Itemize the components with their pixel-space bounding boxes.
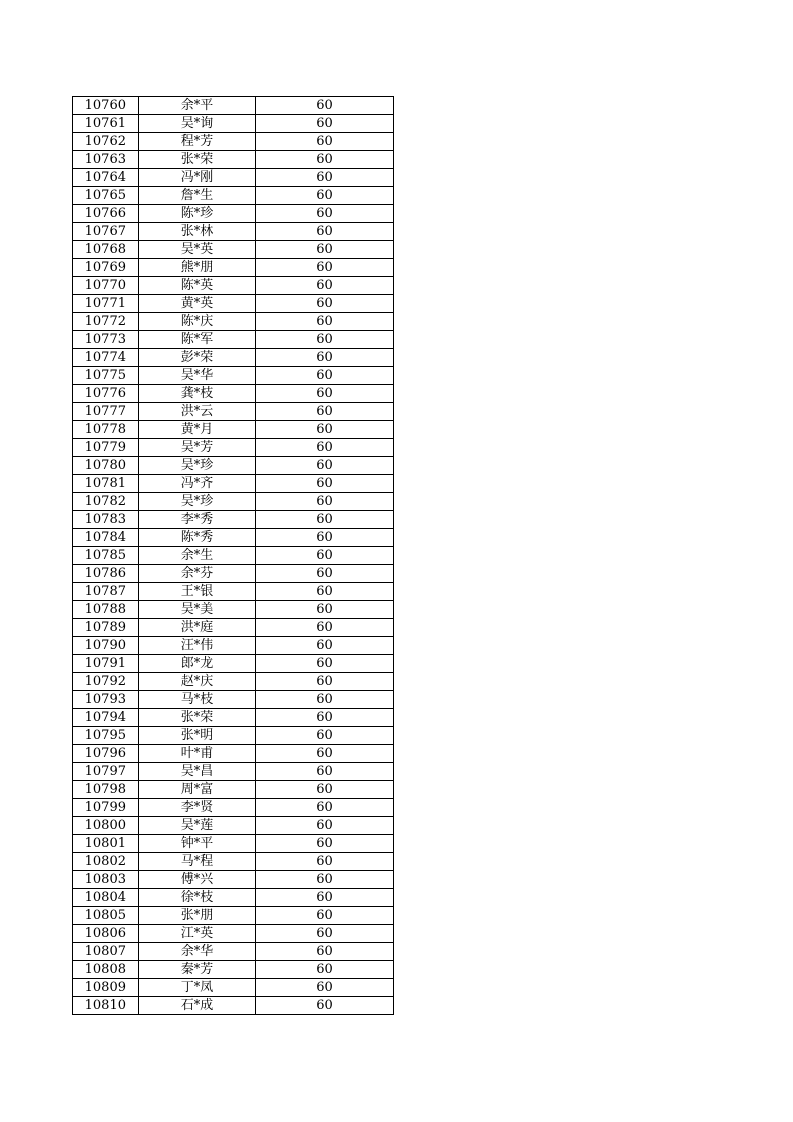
table-row: [73, 637, 394, 655]
id-cell: 10793: [73, 691, 139, 709]
name-cell: 石*成: [139, 997, 256, 1015]
name-cell: 陈*秀: [139, 529, 256, 547]
table-row: [73, 421, 394, 439]
score-cell: 60: [256, 763, 394, 781]
score-cell: 60: [256, 889, 394, 907]
table-row: [73, 673, 394, 691]
id-cell: 10778: [73, 421, 139, 439]
name-cell: 冯*齐: [139, 475, 256, 493]
table-row: [73, 709, 394, 727]
score-cell: 60: [256, 457, 394, 475]
name-cell: 徐*枝: [139, 889, 256, 907]
name-cell: 程*芳: [139, 133, 256, 151]
id-cell: 10805: [73, 907, 139, 925]
table-row: [73, 997, 394, 1015]
score-cell: 60: [256, 115, 394, 133]
table-row: [73, 817, 394, 835]
table-row: [73, 277, 394, 295]
name-cell: 吴*珍: [139, 493, 256, 511]
id-cell: 10764: [73, 169, 139, 187]
score-cell: 60: [256, 493, 394, 511]
table-row: [73, 205, 394, 223]
score-cell: 60: [256, 277, 394, 295]
score-cell: 60: [256, 817, 394, 835]
score-cell: 60: [256, 241, 394, 259]
id-cell: 10784: [73, 529, 139, 547]
name-cell: 周*富: [139, 781, 256, 799]
table-row: [73, 763, 394, 781]
table-row: [73, 619, 394, 637]
score-cell: 60: [256, 745, 394, 763]
score-cell: 60: [256, 367, 394, 385]
id-cell: 10763: [73, 151, 139, 169]
id-cell: 10770: [73, 277, 139, 295]
table-row: [73, 313, 394, 331]
name-cell: 余*生: [139, 547, 256, 565]
score-cell: 60: [256, 781, 394, 799]
score-cell: 60: [256, 223, 394, 241]
name-cell: 张*朋: [139, 907, 256, 925]
name-cell: 王*银: [139, 583, 256, 601]
name-cell: 陈*珍: [139, 205, 256, 223]
table-row: [73, 745, 394, 763]
name-cell: 郎*龙: [139, 655, 256, 673]
id-cell: 10765: [73, 187, 139, 205]
id-cell: 10785: [73, 547, 139, 565]
table-body: [73, 97, 394, 1015]
name-cell: 陈*庆: [139, 313, 256, 331]
id-cell: 10797: [73, 763, 139, 781]
score-cell: 60: [256, 709, 394, 727]
name-cell: 洪*庭: [139, 619, 256, 637]
id-cell: 10801: [73, 835, 139, 853]
score-cell: 60: [256, 169, 394, 187]
name-cell: 叶*甫: [139, 745, 256, 763]
score-cell: 60: [256, 799, 394, 817]
score-cell: 60: [256, 97, 394, 115]
score-cell: 60: [256, 529, 394, 547]
name-cell: 丁*凤: [139, 979, 256, 997]
score-cell: 60: [256, 385, 394, 403]
table-row: [73, 403, 394, 421]
id-cell: 10762: [73, 133, 139, 151]
table-row: [73, 475, 394, 493]
id-cell: 10780: [73, 457, 139, 475]
name-cell: 冯*刚: [139, 169, 256, 187]
table-row: [73, 889, 394, 907]
score-cell: 60: [256, 205, 394, 223]
id-cell: 10806: [73, 925, 139, 943]
table-row: [73, 601, 394, 619]
name-cell: 张*林: [139, 223, 256, 241]
id-cell: 10799: [73, 799, 139, 817]
table-row: [73, 133, 394, 151]
score-cell: 60: [256, 907, 394, 925]
id-cell: 10777: [73, 403, 139, 421]
name-cell: 吴*芳: [139, 439, 256, 457]
id-cell: 10803: [73, 871, 139, 889]
score-cell: 60: [256, 151, 394, 169]
table-row: [73, 925, 394, 943]
table-row: [73, 439, 394, 457]
score-cell: 60: [256, 925, 394, 943]
name-cell: 马*枝: [139, 691, 256, 709]
id-cell: 10796: [73, 745, 139, 763]
score-cell: 60: [256, 295, 394, 313]
name-cell: 余*平: [139, 97, 256, 115]
name-cell: 汪*伟: [139, 637, 256, 655]
table-row: [73, 655, 394, 673]
name-cell: 张*荣: [139, 151, 256, 169]
id-cell: 10802: [73, 853, 139, 871]
name-cell: 詹*生: [139, 187, 256, 205]
id-cell: 10789: [73, 619, 139, 637]
id-cell: 10766: [73, 205, 139, 223]
table-row: [73, 727, 394, 745]
id-cell: 10769: [73, 259, 139, 277]
id-cell: 10808: [73, 961, 139, 979]
id-cell: 10792: [73, 673, 139, 691]
score-cell: 60: [256, 259, 394, 277]
score-cell: 60: [256, 943, 394, 961]
name-cell: 李*贤: [139, 799, 256, 817]
score-cell: 60: [256, 583, 394, 601]
score-cell: 60: [256, 421, 394, 439]
id-cell: 10760: [73, 97, 139, 115]
table-row: [73, 907, 394, 925]
name-cell: 熊*朋: [139, 259, 256, 277]
table-row: [73, 691, 394, 709]
name-cell: 吴*珍: [139, 457, 256, 475]
score-cell: 60: [256, 691, 394, 709]
table-row: [73, 457, 394, 475]
table-row: [73, 781, 394, 799]
name-cell: 吴*询: [139, 115, 256, 133]
score-cell: 60: [256, 997, 394, 1015]
score-cell: 60: [256, 313, 394, 331]
score-cell: 60: [256, 403, 394, 421]
table-row: [73, 565, 394, 583]
id-cell: 10807: [73, 943, 139, 961]
id-cell: 10809: [73, 979, 139, 997]
table-row: [73, 583, 394, 601]
id-cell: 10800: [73, 817, 139, 835]
table-row: [73, 187, 394, 205]
name-cell: 陈*军: [139, 331, 256, 349]
table-row: [73, 853, 394, 871]
name-cell: 张*荣: [139, 709, 256, 727]
id-cell: 10795: [73, 727, 139, 745]
table-row: [73, 367, 394, 385]
name-cell: 江*英: [139, 925, 256, 943]
score-cell: 60: [256, 349, 394, 367]
id-cell: 10791: [73, 655, 139, 673]
name-cell: 黄*月: [139, 421, 256, 439]
table-row: [73, 871, 394, 889]
name-cell: 吴*华: [139, 367, 256, 385]
name-cell: 彭*荣: [139, 349, 256, 367]
score-cell: 60: [256, 601, 394, 619]
table-row: [73, 169, 394, 187]
name-cell: 赵*庆: [139, 673, 256, 691]
table-row: [73, 241, 394, 259]
name-cell: 吴*昌: [139, 763, 256, 781]
id-cell: 10774: [73, 349, 139, 367]
name-cell: 余*华: [139, 943, 256, 961]
table-row: [73, 331, 394, 349]
score-cell: 60: [256, 673, 394, 691]
id-cell: 10786: [73, 565, 139, 583]
id-cell: 10767: [73, 223, 139, 241]
id-cell: 10810: [73, 997, 139, 1015]
table-row: [73, 493, 394, 511]
name-cell: 钟*平: [139, 835, 256, 853]
table-row: [73, 115, 394, 133]
id-cell: 10772: [73, 313, 139, 331]
table-row: [73, 295, 394, 313]
score-cell: 60: [256, 853, 394, 871]
id-cell: 10782: [73, 493, 139, 511]
table-row: [73, 349, 394, 367]
name-cell: 陈*英: [139, 277, 256, 295]
id-cell: 10776: [73, 385, 139, 403]
score-cell: 60: [256, 475, 394, 493]
table-row: [73, 529, 394, 547]
id-cell: 10761: [73, 115, 139, 133]
score-cell: 60: [256, 655, 394, 673]
table-row: [73, 223, 394, 241]
id-cell: 10798: [73, 781, 139, 799]
name-cell: 李*秀: [139, 511, 256, 529]
table-row: [73, 979, 394, 997]
id-cell: 10768: [73, 241, 139, 259]
id-cell: 10790: [73, 637, 139, 655]
id-cell: 10775: [73, 367, 139, 385]
name-cell: 马*程: [139, 853, 256, 871]
score-cell: 60: [256, 637, 394, 655]
score-cell: 60: [256, 187, 394, 205]
id-cell: 10783: [73, 511, 139, 529]
id-cell: 10794: [73, 709, 139, 727]
id-cell: 10804: [73, 889, 139, 907]
name-cell: 洪*云: [139, 403, 256, 421]
id-cell: 10773: [73, 331, 139, 349]
score-cell: 60: [256, 331, 394, 349]
name-cell: 吴*美: [139, 601, 256, 619]
score-cell: 60: [256, 835, 394, 853]
table-row: [73, 259, 394, 277]
id-cell: 10788: [73, 601, 139, 619]
name-cell: 傅*兴: [139, 871, 256, 889]
score-cell: 60: [256, 547, 394, 565]
score-cell: 60: [256, 439, 394, 457]
table-row: [73, 961, 394, 979]
table-row: [73, 151, 394, 169]
name-cell: 黄*英: [139, 295, 256, 313]
name-cell: 吴*英: [139, 241, 256, 259]
score-cell: 60: [256, 565, 394, 583]
table-row: [73, 835, 394, 853]
table-row: [73, 547, 394, 565]
name-cell: 张*明: [139, 727, 256, 745]
score-cell: 60: [256, 961, 394, 979]
id-cell: 10771: [73, 295, 139, 313]
name-cell: 秦*芳: [139, 961, 256, 979]
id-cell: 10779: [73, 439, 139, 457]
score-cell: 60: [256, 727, 394, 745]
name-cell: 龚*枝: [139, 385, 256, 403]
data-table: [72, 96, 394, 1015]
table-row: [73, 97, 394, 115]
score-cell: 60: [256, 133, 394, 151]
table-row: [73, 511, 394, 529]
table-row: [73, 799, 394, 817]
score-cell: 60: [256, 511, 394, 529]
score-cell: 60: [256, 871, 394, 889]
table-row: [73, 943, 394, 961]
table-row: [73, 385, 394, 403]
name-cell: 余*芬: [139, 565, 256, 583]
id-cell: 10787: [73, 583, 139, 601]
id-cell: 10781: [73, 475, 139, 493]
score-cell: 60: [256, 619, 394, 637]
name-cell: 吴*莲: [139, 817, 256, 835]
score-cell: 60: [256, 979, 394, 997]
